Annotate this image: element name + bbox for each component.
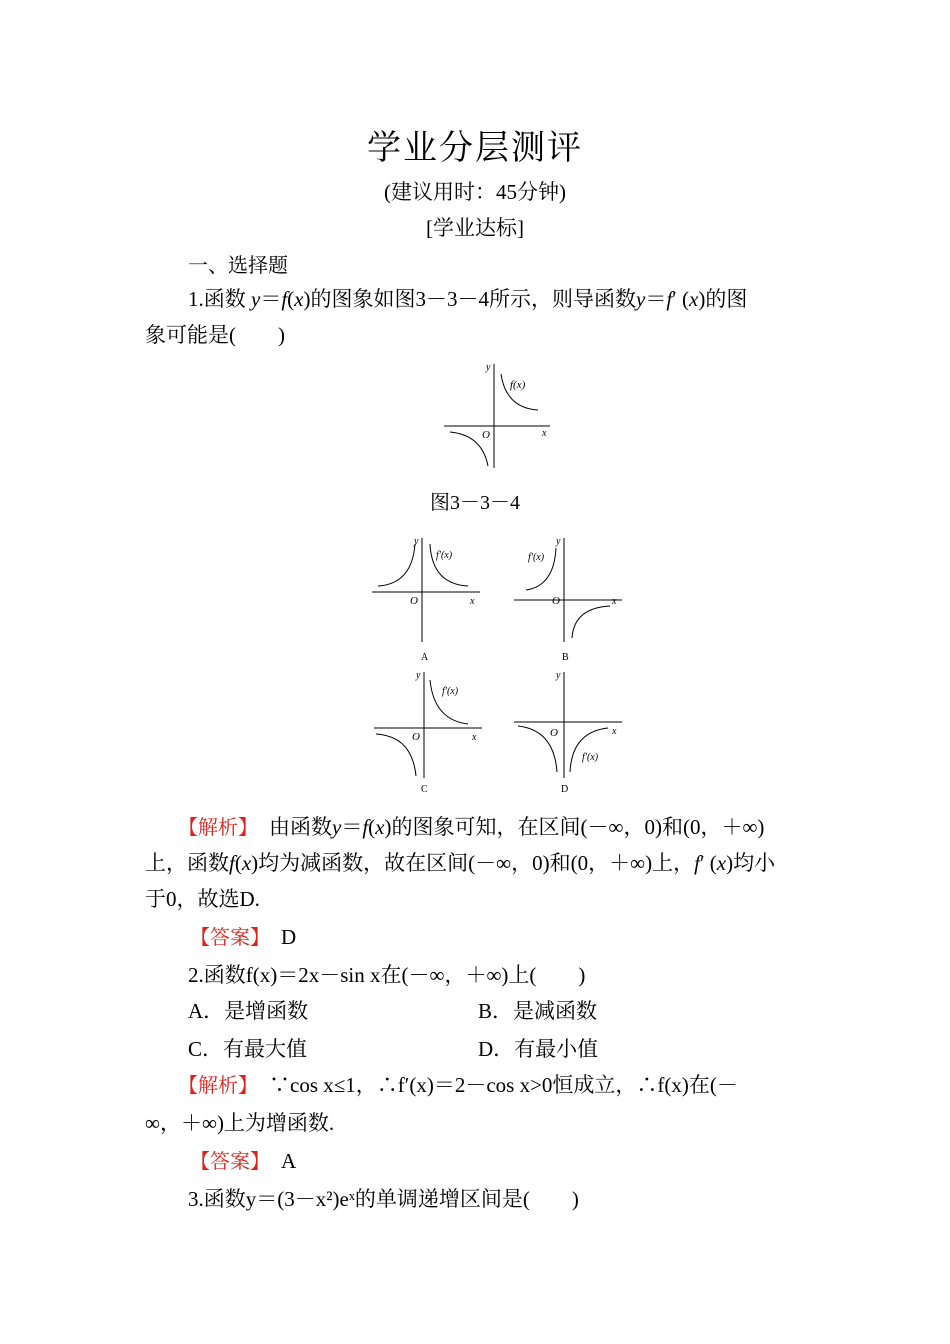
d-fp-label: f′(x) xyxy=(582,752,599,763)
b-origin: O xyxy=(552,595,560,607)
q2-analysis-1: ∵cos x≤1，∴f′(x)＝2－cos x>0恒成立，∴f(x)在(－ xyxy=(269,1073,738,1097)
b-option-label: B xyxy=(562,652,569,663)
d-y-label: y xyxy=(556,670,561,681)
page-title: 学业分层测评 xyxy=(367,130,583,167)
figure-caption: 图3－3－4 xyxy=(430,492,520,514)
fig-f-label: f(x) xyxy=(510,379,526,391)
q1-analysis-2a: 上，函数 xyxy=(145,851,229,875)
a-x-label: x xyxy=(470,596,475,607)
q2-option-b: B．是减函数 xyxy=(478,999,598,1023)
figure-3-3-4 xyxy=(438,358,558,473)
q2-analysis-label: 【解析】 xyxy=(178,1073,248,1097)
c-fp-label: f′(x) xyxy=(442,686,459,697)
c-x-label: x xyxy=(472,732,477,743)
c-curve-left xyxy=(376,734,416,776)
c-y-label: y xyxy=(416,670,421,681)
q2-option-d: D．有最小值 xyxy=(478,1037,599,1061)
section-tag: [学业达标] xyxy=(426,216,524,240)
section-heading: 一、选择题 xyxy=(188,253,288,277)
option-graph-c xyxy=(370,668,490,796)
q1-analysis-2c: 均小 xyxy=(733,851,776,875)
q1-analysis-line3: 于0，故选D. xyxy=(145,887,260,911)
a-fp-label: f′(x) xyxy=(436,550,453,561)
fig-x-label: x xyxy=(542,428,547,439)
q2-number: 2. xyxy=(188,963,204,987)
c-origin: O xyxy=(412,731,420,743)
fig-origin: O xyxy=(482,429,490,441)
b-curve-right xyxy=(572,606,610,638)
time-note: (建议用时：45分钟) xyxy=(384,180,566,204)
option-graph-a xyxy=(368,534,488,664)
q2-analysis-line2: ∞，＋∞)上为增函数. xyxy=(145,1111,335,1135)
a-curve-left xyxy=(378,544,415,586)
b-x-label: x xyxy=(612,596,617,607)
q1-analysis-1b: 的图象可知，在区间(－∞，0)和(0，＋∞) xyxy=(391,815,765,839)
b-fp-label: f′(x) xyxy=(528,552,545,563)
fig-y-label: y xyxy=(486,362,491,373)
q2-stem: 函数f(x)＝2x－sin x在(－∞，＋∞)上( ) xyxy=(203,963,586,987)
a-origin: O xyxy=(410,595,418,607)
q1-number: 1. xyxy=(188,287,204,311)
a-option-label: A xyxy=(421,652,429,663)
q2-stem-line xyxy=(188,960,585,990)
q2-answer-line xyxy=(190,1146,296,1176)
q1-answer-label: 【答案】 xyxy=(190,925,260,949)
q2-option-c: C．有最大值 xyxy=(188,1037,308,1061)
q1-analysis-label: 【解析】 xyxy=(178,815,248,839)
q1-analysis-2b: 均为减函数，故在区间(－∞，0)和(0，＋∞)上， xyxy=(258,851,695,875)
q3-stem-line xyxy=(188,1184,579,1214)
a-y-label: y xyxy=(414,536,419,547)
d-option-label: D xyxy=(561,784,569,795)
option-graph-b xyxy=(510,534,630,664)
q1-stem-a: 函数 xyxy=(203,287,246,311)
q2-answer: A xyxy=(281,1149,297,1173)
q1-answer: D xyxy=(281,925,297,949)
q3-number: 3. xyxy=(188,1187,204,1211)
q1-answer-line xyxy=(190,922,296,952)
q2-analysis-line1 xyxy=(178,1070,738,1100)
q1-analysis-line1: 【解析】 由函数y＝f(x)的图象可知，在区间(－∞，0)和(0，＋∞) xyxy=(178,815,765,839)
c-option-label: C xyxy=(421,784,428,795)
b-y-label: y xyxy=(556,536,561,547)
q1-stem-line2: 象可能是( ) xyxy=(145,323,285,347)
q1-stem-line1: 1.函数 y＝f(x)的图象如图3－3－4所示，则导函数y＝f′ (x)的图 xyxy=(188,287,748,311)
q1-stem-b: 的图象如图3－3－4所示，则导函数 xyxy=(310,287,636,311)
q1-analysis-1a: 由函数 xyxy=(269,815,332,839)
q1-stem-c: 的图 xyxy=(705,287,748,311)
q2-answer-label: 【答案】 xyxy=(190,1149,260,1173)
option-graph-d xyxy=(510,668,630,796)
q2-option-a: A．是增函数 xyxy=(188,999,309,1023)
d-x-label: x xyxy=(612,726,617,737)
d-origin: O xyxy=(550,727,558,739)
q3-stem: 函数y＝(3－x²)eˣ的单调递增区间是( ) xyxy=(203,1187,579,1211)
q1-analysis-line2: 上，函数f(x)均为减函数，故在区间(－∞，0)和(0，＋∞)上，f′ (x)均小 xyxy=(145,851,776,875)
d-curve-right xyxy=(570,728,608,772)
